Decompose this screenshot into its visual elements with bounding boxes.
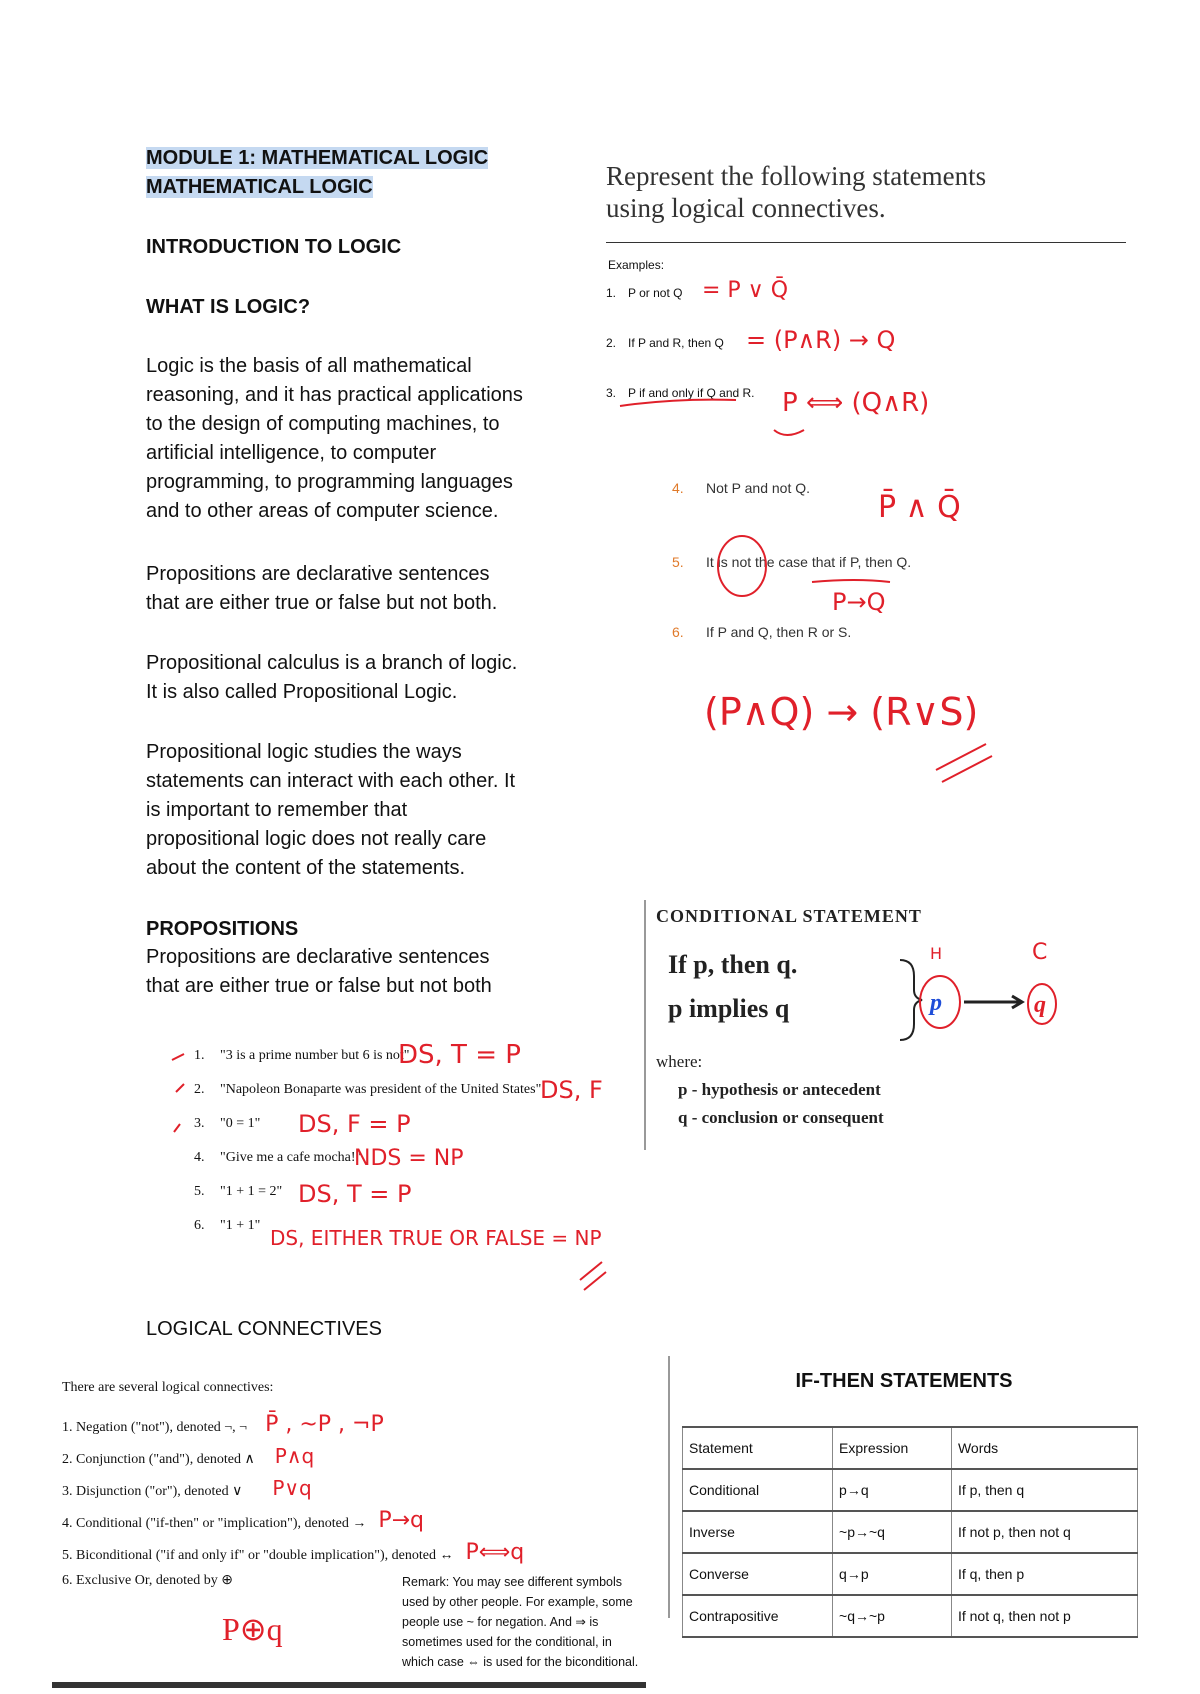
list-item: 4. Not P and not Q.	[672, 480, 811, 496]
handwritten-answer: (P∧Q) → (R∨S)	[704, 690, 979, 734]
propositions-text: Propositions are declarative sentences that are either true or false but not both	[146, 946, 492, 997]
handwritten-c: C	[1032, 940, 1048, 965]
handwritten-note: P⊕q	[222, 1611, 283, 1647]
connectives-intro: There are several logical connectives:	[62, 1380, 274, 1395]
intro-heading: INTRODUCTION TO LOGIC	[146, 236, 402, 258]
svg-text:q: q	[1034, 992, 1046, 1018]
connective-item: 6. Exclusive Or, denoted by ⊕	[62, 1573, 233, 1588]
handwritten-note: DS, T = P	[398, 1040, 521, 1070]
list-item: 5. It is not the case that if P, then Q.	[672, 554, 912, 570]
handwritten-note: DS, F	[540, 1076, 603, 1104]
handwritten-answer: P ⟺ (Q∧R)	[782, 388, 930, 418]
table-row: Inverse ~p→~q If not p, then not q	[683, 1511, 1138, 1553]
represent-figure	[606, 160, 1126, 734]
list-item: 5. "1 + 1 = 2"	[194, 1184, 283, 1199]
connective-item: 4. Conditional ("if-then" or "implication"), denoted → P→q	[62, 1508, 425, 1533]
table-row: Conditional p→q If p, then q	[683, 1469, 1138, 1511]
conclusion-def: q - conclusion or consequent	[678, 1108, 884, 1127]
paragraph-propositional-logic: Propositional logic studies the ways statements can interact with each other. It is important to remember that propositional logic does not really care about the content of the statements.	[146, 741, 516, 879]
handwritten-answer: = (P∧R) → Q	[746, 326, 896, 354]
handwritten-answer: = P ∨ Q̄	[702, 278, 789, 303]
connective-item: 3. Disjunction ("or"), denoted ∨ P∨q	[62, 1476, 312, 1500]
connectives-figure	[52, 1372, 646, 1688]
conditional-line1: If p, then q.	[668, 950, 798, 979]
table-row: Contrapositive ~q→~p If not q, then not p	[683, 1595, 1138, 1637]
what-heading: WHAT IS LOGIC?	[146, 296, 311, 318]
if-then-title: IF-THEN STATEMENTS	[795, 1370, 1013, 1392]
handwritten-note: NDS = NP	[354, 1146, 464, 1171]
proposition-examples	[170, 1040, 620, 1300]
paragraph-calculus: Propositional calculus is a branch of logic. It is also called Propositional Logic.	[146, 652, 518, 703]
propositions-heading: PROPOSITIONS	[146, 918, 299, 940]
handwritten-note: DS, EITHER TRUE OR FALSE = NP	[270, 1226, 602, 1250]
represent-title: Represent the following statements using logical connectives.	[606, 161, 987, 223]
conditional-line2: p implies q	[668, 994, 790, 1023]
if-then-table	[682, 1426, 1138, 1638]
list-item: 3. P if and only if Q and R.	[606, 386, 755, 400]
handwritten-note: DS, T = P	[298, 1180, 412, 1208]
conditional-figure	[644, 900, 1106, 1150]
if-then-figure	[668, 1356, 1138, 1624]
hypothesis-def: p - hypothesis or antecedent	[678, 1080, 881, 1099]
connective-item: 2. Conjunction ("and"), denoted ∧ P∧q	[62, 1444, 315, 1468]
handwritten-h: H	[930, 944, 943, 963]
handwritten-note: DS, F = P	[298, 1110, 411, 1138]
handwritten-answer: P→Q	[832, 588, 886, 616]
where-label: where:	[656, 1052, 703, 1071]
check-marks	[170, 1040, 620, 1300]
paragraph-logic: Logic is the basis of all mathematical reasoning, and it has practical applications to the design of computing machines, to artificial intelligence, to computer programming, to programming languages and to other areas of computer science.	[146, 355, 523, 522]
svg-text:p: p	[930, 990, 942, 1016]
list-item: 2. "Napoleon Bonaparte was president of the United States"	[194, 1082, 542, 1097]
conditional-title: CONDITIONAL STATEMENT	[656, 906, 922, 926]
module-title: MODULE 1: MATHEMATICAL LOGIC	[146, 147, 489, 169]
list-item: 1. "3 is a prime number but 6 is not"	[194, 1048, 410, 1063]
list-item: 6. If P and Q, then R or S.	[672, 624, 852, 640]
remark-text: Remark: You may see different symbols used by other people. For example, some people use ~ for negation. And ⇒ is sometimes used for the conditional, in which case ⇔ is used for the biconditional.	[402, 1575, 639, 1669]
list-item: 2. If P and R, then Q	[606, 336, 724, 350]
list-item: 6. "1 + 1"	[194, 1218, 261, 1233]
paragraph-propositions: Propositions are declarative sentences that are either true or false but not both.	[146, 563, 498, 614]
handwriting-marks	[606, 160, 1126, 800]
list-item: 3. "0 = 1"	[194, 1116, 261, 1131]
implication-diagram	[896, 956, 1096, 1046]
connective-item: 1. Negation ("not"), denoted ¬, ¬ P̄ , ~P , ¬P	[62, 1412, 384, 1437]
table-row: Converse q→p If q, then p	[683, 1553, 1138, 1595]
examples-label: Examples:	[608, 258, 665, 272]
module-subtitle: MATHEMATICAL LOGIC	[146, 176, 373, 198]
table-header-row: Statement Expression Words	[683, 1427, 1138, 1469]
connective-item: 5. Biconditional ("if and only if" or "double implication"), denoted ↔ P⟺q	[62, 1540, 525, 1565]
connectives-heading: LOGICAL CONNECTIVES	[146, 1318, 382, 1340]
list-item: 1. P or not Q	[606, 286, 683, 300]
handwritten-answer: P̄ ∧ Q̄	[878, 490, 961, 525]
list-item: 4. "Give me a cafe mocha!"	[194, 1150, 362, 1165]
